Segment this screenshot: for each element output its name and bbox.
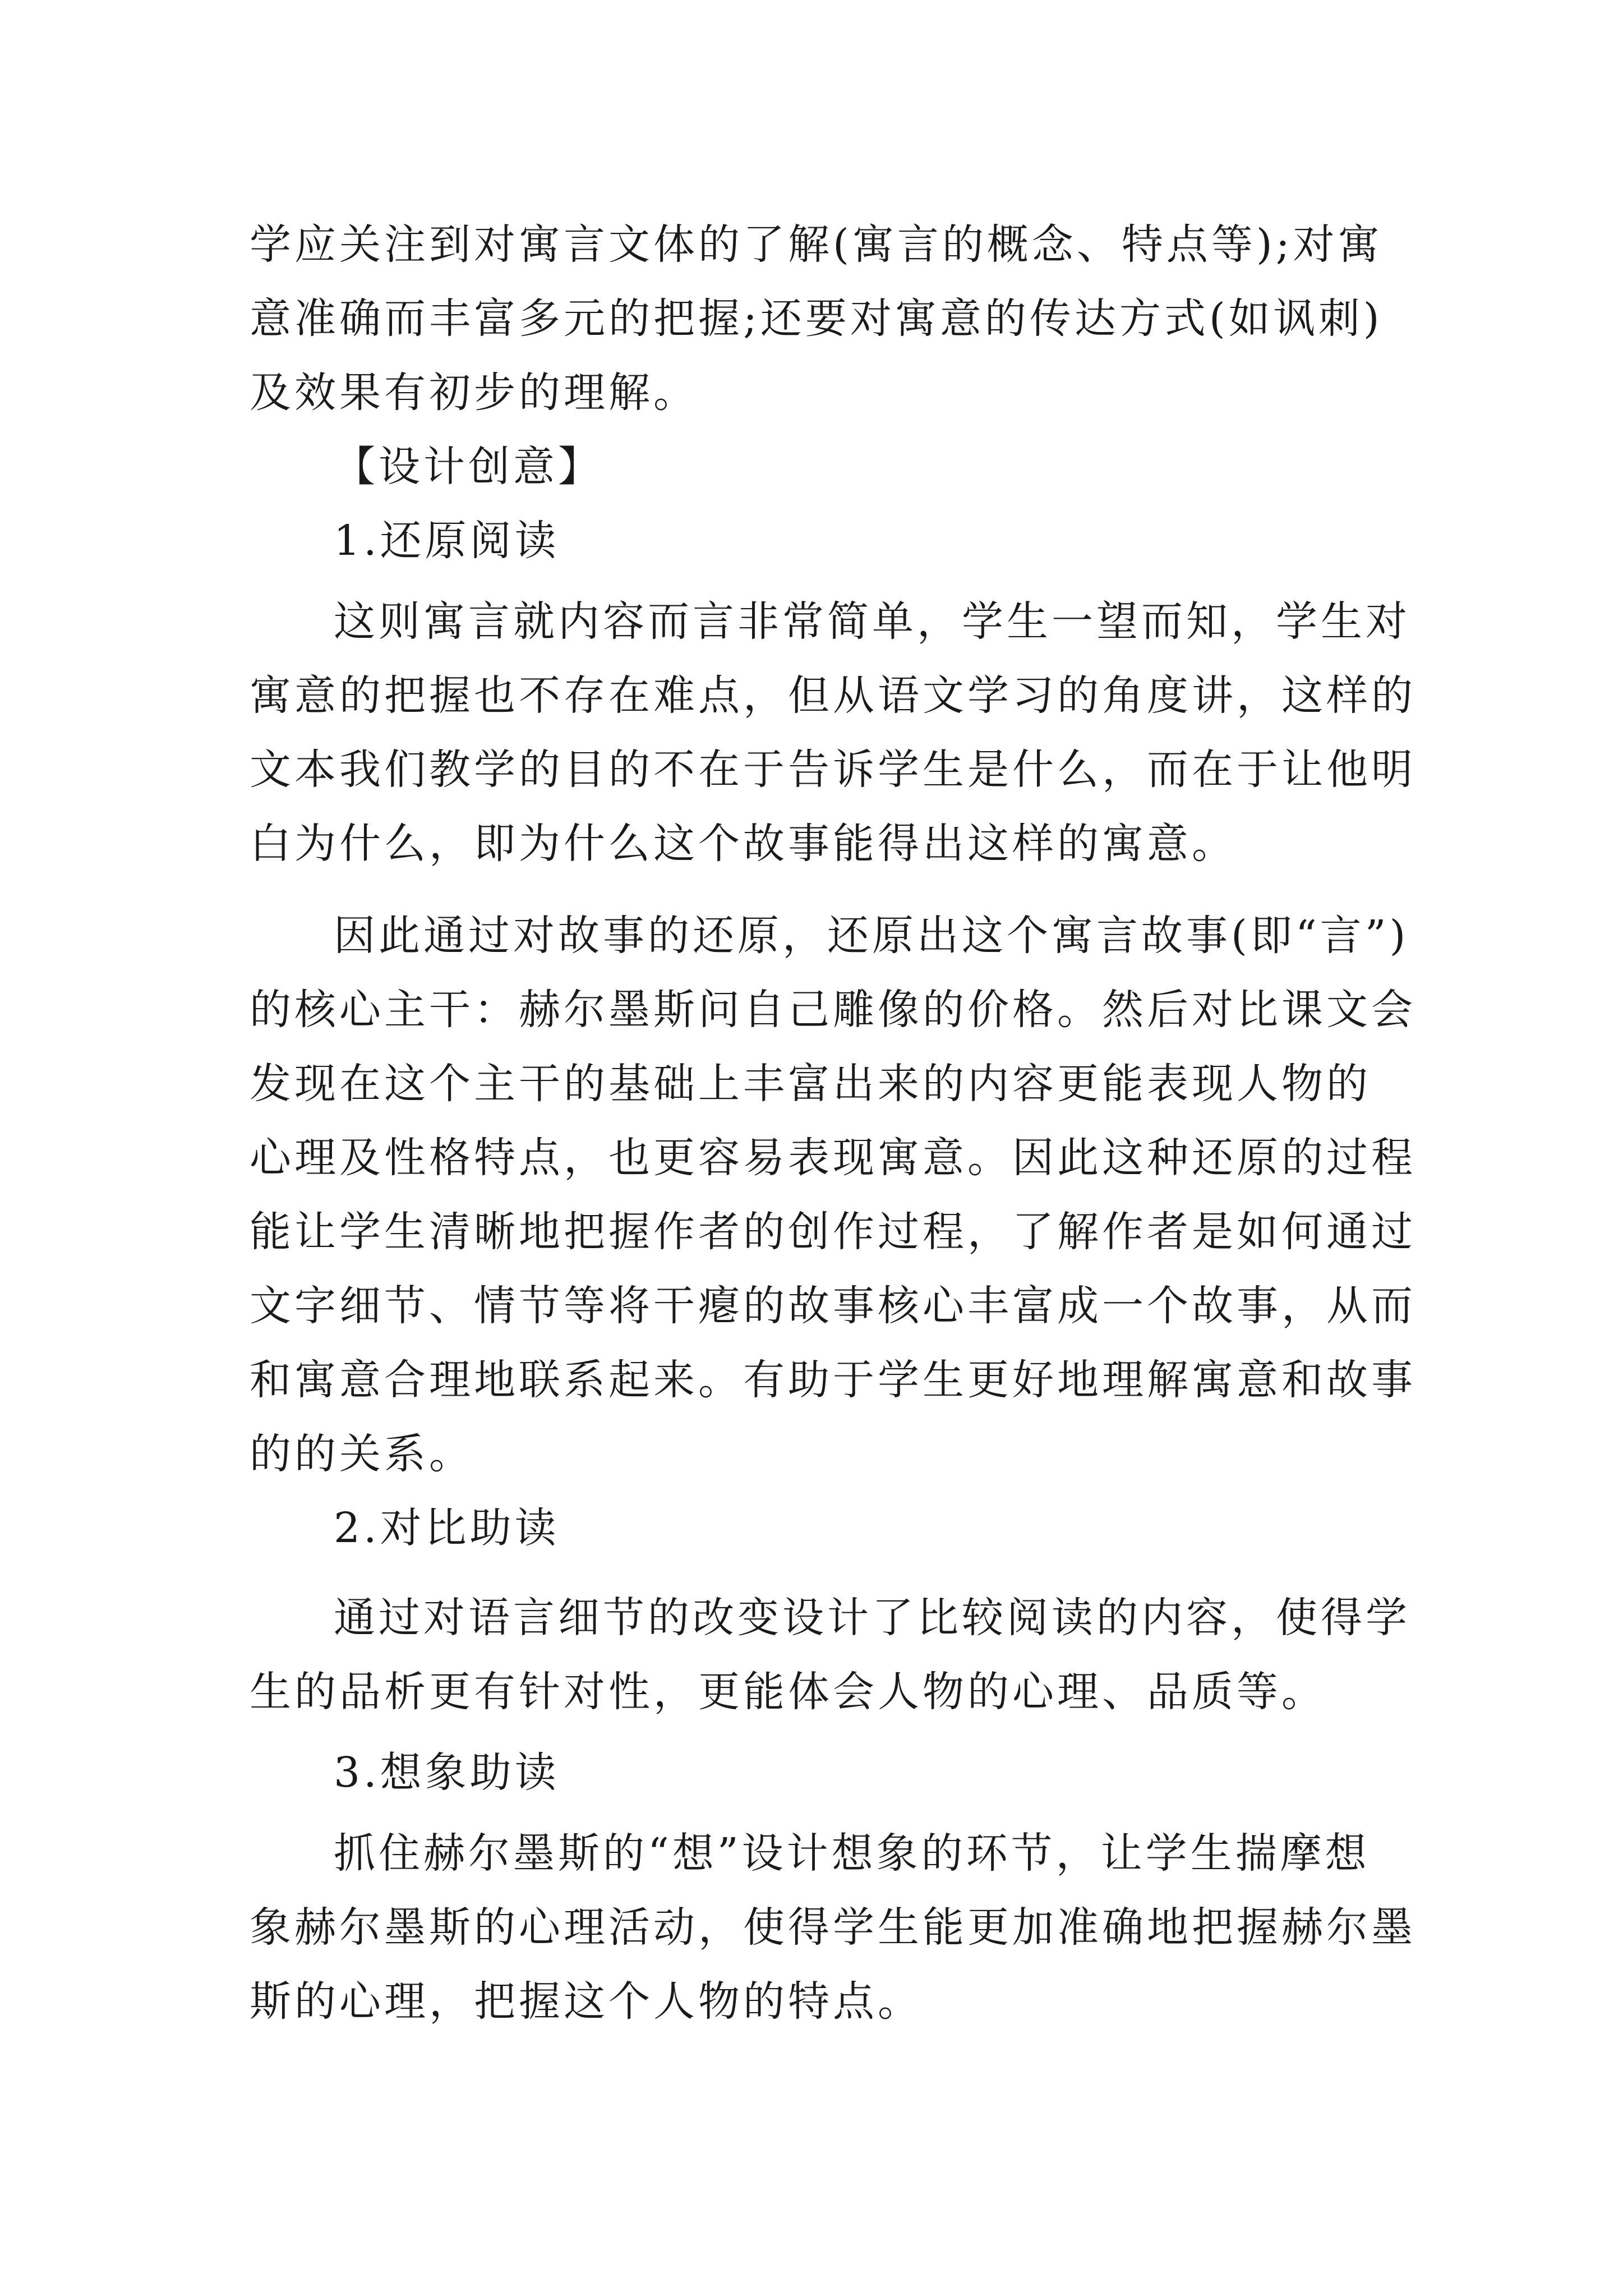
subheading: 2.对比助读	[334, 1504, 560, 1552]
body-text-line: 和寓意合理地联系起来。有助于学生更好地理解寓意和故事	[250, 1356, 1416, 1404]
body-text-line: 抓住赫尔墨斯的“想”设计想象的环节，让学生揣摩想	[334, 1829, 1370, 1878]
body-text-line: 生的品析更有针对性，更能体会人物的心理、品质等。	[250, 1668, 1326, 1716]
body-text-line: 能让学生清晰地把握作者的创作过程，了解作者是如何通过	[250, 1208, 1416, 1256]
body-text-line: 斯的心理，把握这个人物的特点。	[250, 1977, 923, 2026]
body-text-line: 这则寓言就内容而言非常简单，学生一望而知，学生对	[334, 597, 1410, 646]
subheading: 3.想象助读	[334, 1749, 560, 1797]
body-text-line: 文本我们教学的目的不在于告诉学生是什么，而在于让他明	[250, 746, 1416, 794]
body-text-line: 学应关注到对寓言文体的了解(寓言的概念、特点等);对寓	[250, 220, 1383, 269]
subheading: 1.还原阅读	[334, 517, 560, 565]
body-text-line: 的的关系。	[250, 1430, 474, 1478]
body-text-line: 意准确而丰富多元的把握;还要对寓意的传达方式(如讽刺)	[250, 295, 1383, 343]
body-text-line: 及效果有初步的理解。	[250, 369, 698, 417]
body-text-line: 白为什么，即为什么这个故事能得出这样的寓意。	[250, 820, 1237, 868]
body-text-line: 心理及性格特点，也更容易表现寓意。因此这种还原的过程	[250, 1134, 1416, 1182]
section-heading: 【设计创意】	[334, 443, 603, 491]
body-text-line: 文字细节、情节等将干瘪的故事核心丰富成一个故事，从而	[250, 1282, 1416, 1330]
body-text-line: 因此通过对故事的还原，还原出这个寓言故事(即“言”)	[334, 912, 1409, 960]
body-text-line: 发现在这个主干的基础上丰富出来的内容更能表现人物的	[250, 1060, 1371, 1108]
body-text-line: 的核心主干：赫尔墨斯问自己雕像的价格。然后对比课文会	[250, 986, 1416, 1034]
body-text-line: 象赫尔墨斯的心理活动，使得学生能更加准确地把握赫尔墨	[250, 1903, 1416, 1952]
body-text-line: 寓意的把握也不存在难点，但从语文学习的角度讲，这样的	[250, 671, 1416, 720]
body-text-line: 通过对语言细节的改变设计了比较阅读的内容，使得学	[334, 1594, 1410, 1642]
